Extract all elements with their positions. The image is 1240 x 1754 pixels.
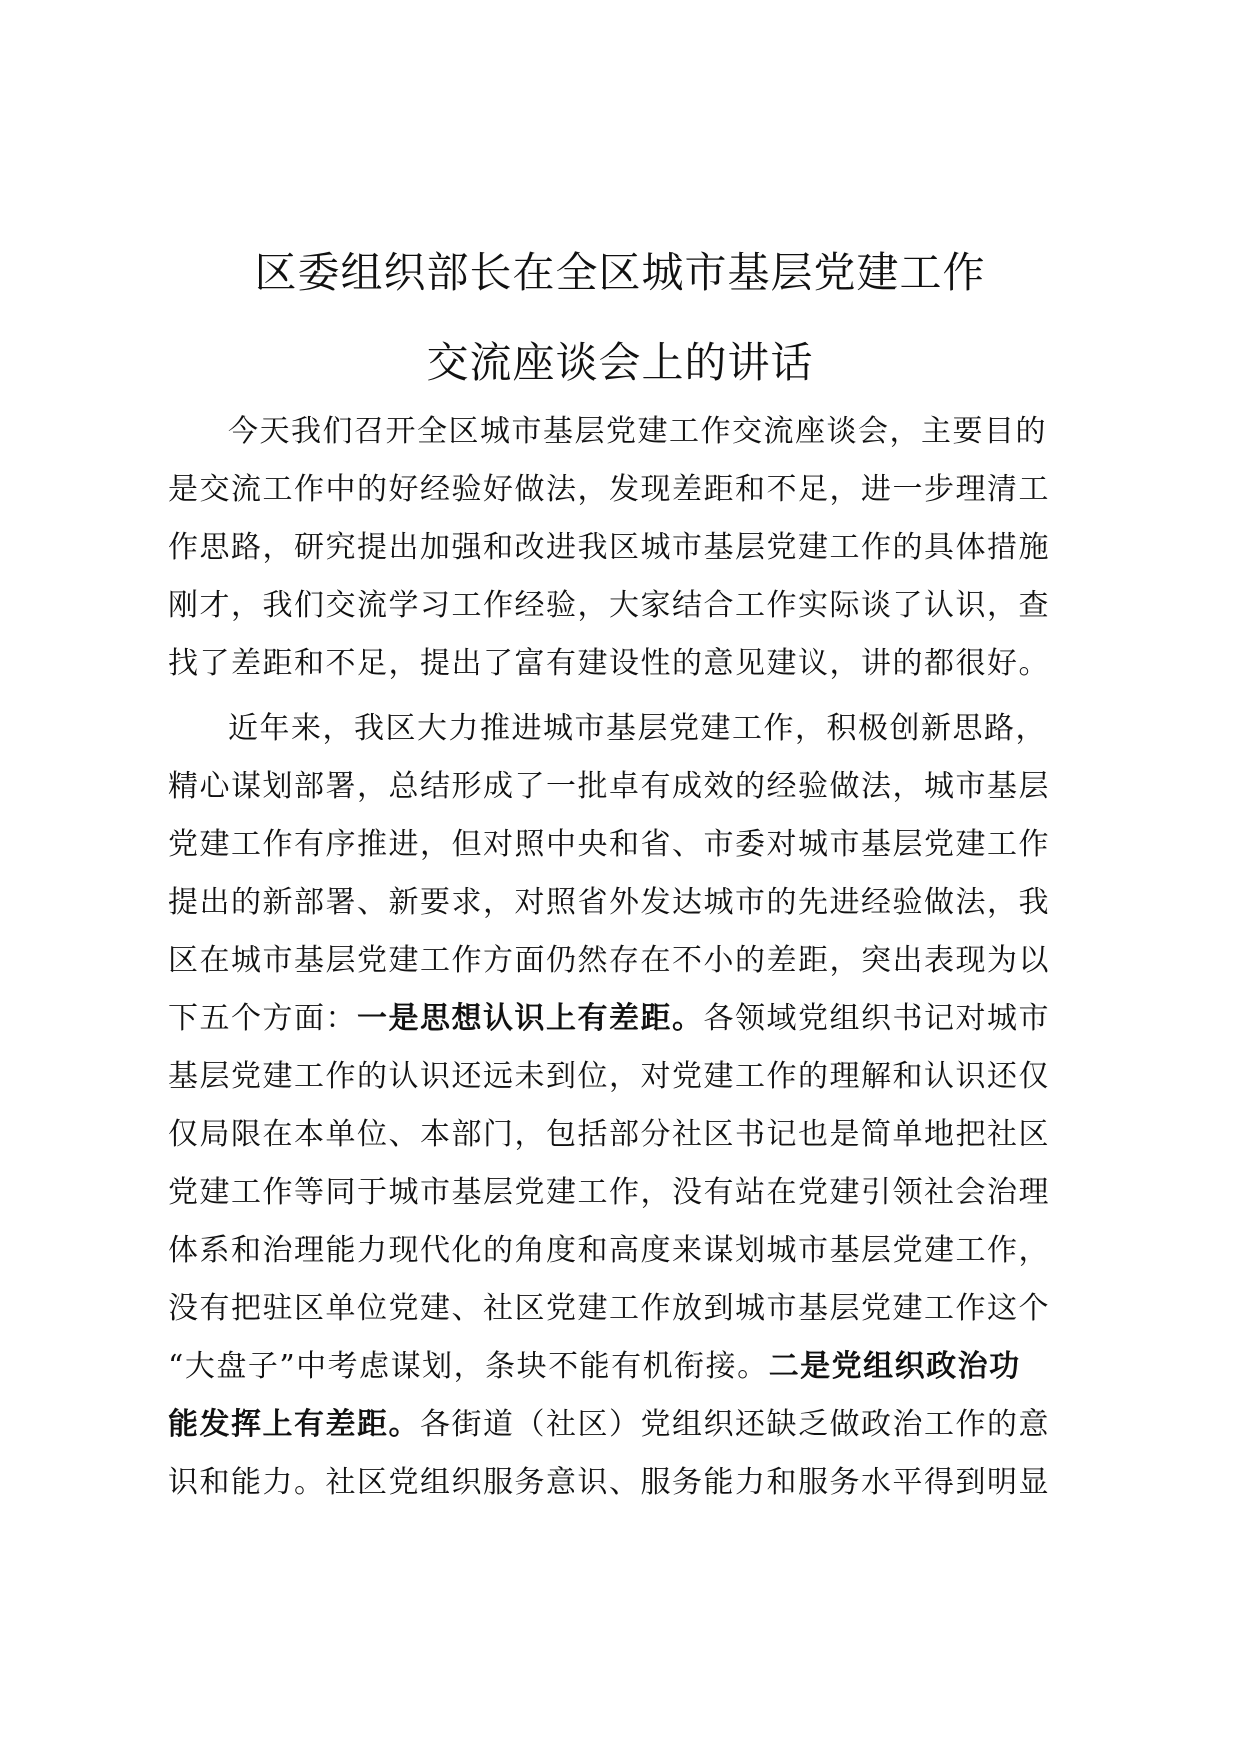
paragraph-2-line-2: 精心谋划部署，总结形成了一批卓有成效的经验做法，城市基层: [168, 769, 1050, 804]
paragraph-2-line-10: 体系和治理能力现代化的角度和高度来谋划城市基层党建工作，: [168, 1233, 1050, 1268]
paragraph-1-line-5: 找了差距和不足，提出了富有建设性的意见建议，讲的都很好。: [168, 646, 1050, 681]
paragraph-2-line-9: 党建工作等同于城市基层党建工作，没有站在党建引领社会治理: [168, 1175, 1050, 1210]
paragraph-2-line-12: [168, 1338, 1088, 1396]
document-title-line-1: 区委组织部长在全区城市基层党建工作: [254, 248, 986, 297]
paragraph-1-line-2: 是交流工作中的好经验好做法，发现差距和不足，进一步理清工: [168, 472, 1050, 507]
heading-point-2-end: 能发挥上有差距。: [168, 1407, 420, 1442]
paragraph-2-line-13: [168, 1396, 1088, 1454]
heading-point-1: 一是思想认识上有差距。: [357, 1001, 704, 1036]
paragraph-2-line-1: 近年来，我区大力推进城市基层党建工作，积极创新思路，: [228, 711, 1047, 746]
paragraph-2: [168, 700, 1088, 1512]
paragraph-1-line-1: 今天我们召开全区城市基层党建工作交流座谈会，主要目的: [228, 414, 1047, 449]
paragraph-2-line-6-text: 下五个方面：: [168, 1001, 357, 1036]
paragraph-2-line-13-rest: 各街道（社区）党组织还缺乏做政治工作的意: [420, 1407, 1050, 1442]
document-title-line-2: 交流座谈会上的讲话: [426, 338, 814, 387]
heading-point-2-start: 二是党组织政治功: [768, 1349, 1021, 1384]
paragraph-2-line-11: 没有把驻区单位党建、社区党建工作放到城市基层党建工作这个: [168, 1291, 1050, 1326]
paragraph-2-line-14: 识和能力。社区党组织服务意识、服务能力和服务水平得到明显: [168, 1465, 1050, 1500]
paragraph-2-line-3: 党建工作有序推进，但对照中央和省、市委对城市基层党建工作: [168, 827, 1050, 862]
paragraph-1-line-3: 作思路，研究提出加强和改进我区城市基层党建工作的具体措施: [168, 530, 1050, 565]
paragraph-2-line-6-rest: 各领域党组织书记对城市: [703, 1001, 1050, 1036]
paragraph-2-line-4: 提出的新部署、新要求，对照省外发达城市的先进经验做法，我: [168, 885, 1050, 920]
paragraph-2-line-12-text: “大盘子”中考虑谋划，条块不能有机衔接。: [168, 1349, 769, 1384]
paragraph-2-line-5: 区在城市基层党建工作方面仍然存在不小的差距，突出表现为以: [168, 943, 1050, 978]
paragraph-2-line-7: 基层党建工作的认识还远未到位，对党建工作的理解和认识还仅: [168, 1059, 1050, 1094]
paragraph-1: [168, 403, 1088, 693]
paragraph-1-line-4: 刚才，我们交流学习工作经验，大家结合工作实际谈了认识，查: [168, 588, 1050, 623]
paragraph-2-line-8: 仅局限在本单位、本部门，包括部分社区书记也是简单地把社区: [168, 1117, 1050, 1152]
paragraph-2-line-6: [168, 990, 1088, 1048]
